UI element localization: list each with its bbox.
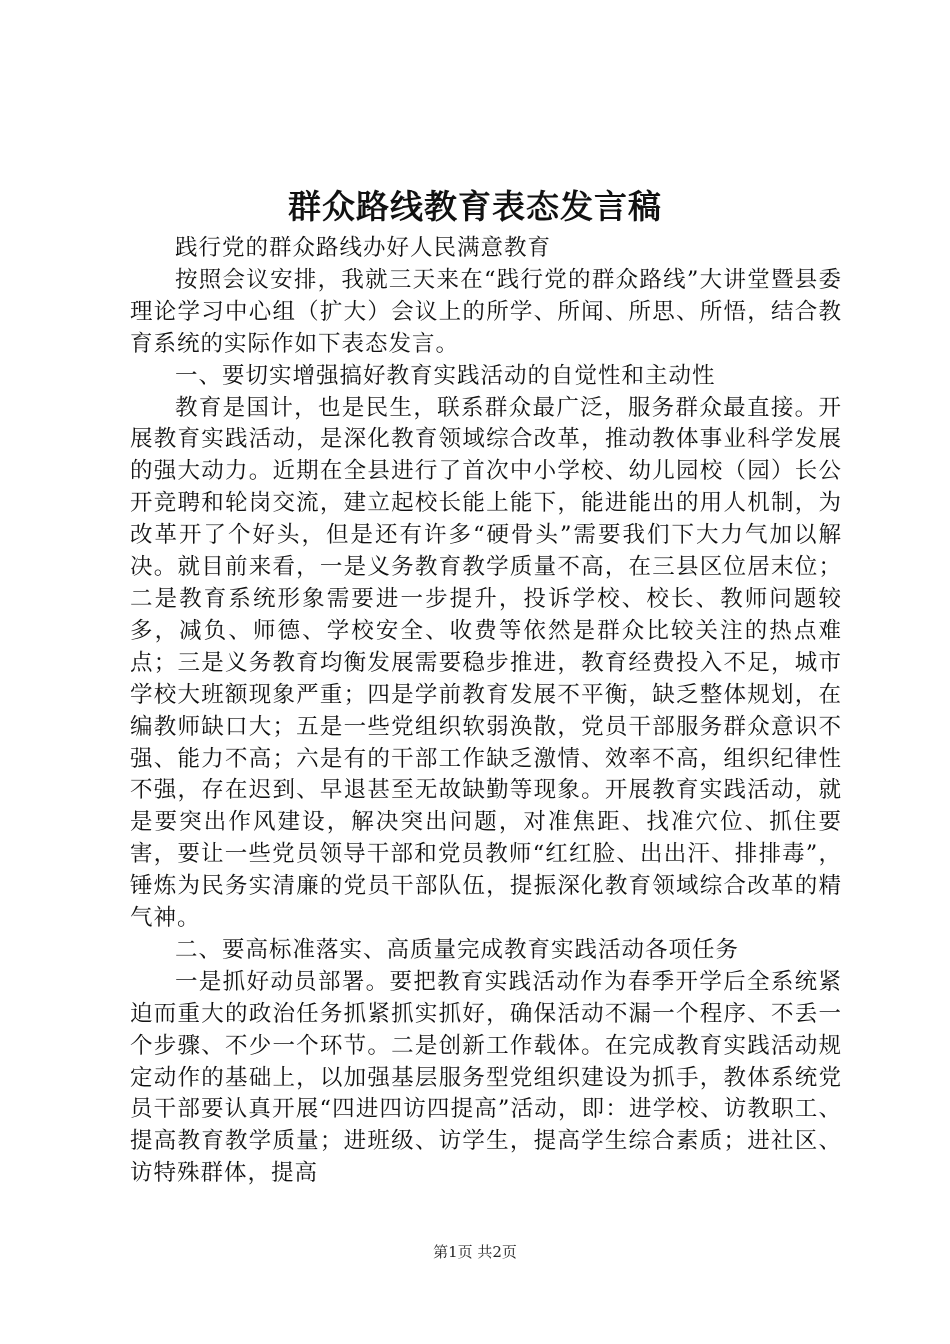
intro-paragraph: 按照会议安排，我就三天来在“践行党的群众路线”大讲堂暨县委理论学习中心组（扩大）会议上的所学、所闻、所思、所悟，结合教育系统的实际作如下表态发言。 (130, 266, 842, 357)
document-title: 群众路线教育表态发言稿 (288, 187, 662, 226)
body-paragraph: 教育是国计，也是民生，联系群众最广泛，服务群众最直接。开展教育实践活动，是深化教育领域综合改革，推动教体事业科学发展的强大动力。近期在全县进行了首次中小学校、幼儿园校（园）长公开竞聘和轮岗交流，建立起校长能上能下，能进能出的用人机制，为改革开了个好头，但是还有许多“硬骨头”需要我们下大力气加以解决。就目前来看，一是义务教育教学质量不高，在三县区位居末位；二是教育系统形象需要进一步提升，投诉学校、校长、教师问题较多，减负、师德、学校安全、收费等依然是群众比较关注的热点难点；三是义务教育均衡发展需要稳步推进，教育经费投入不足，城市学校大班额现象严重；四是学前教育发展不平衡，缺乏整体规划，在编教师缺口大；五是一些党组织软弱涣散，党员干部服务群众意识不强、能力不高；六是有的干部工作缺乏激情、效率不高，组织纪律性不强，存在迟到、早退甚至无故缺勤等现象。开展教育实践活动，就是要突出作风建设，解决突出问题，对准焦距、找准穴位、抓住要害，要让一些党员领导干部和党员教师“红红脸、出出汗、排排毒”，锤炼为民务实清廉的党员干部队伍，提振深化教育领域综合改革的精气神。 (130, 394, 842, 932)
body-paragraph: 一是抓好动员部署。要把教育实践活动作为春季开学后全系统紧迫而重大的政治任务抓紧抓实抓好，确保活动不漏一个程序、不丢一个步骤、不少一个环节。二是创新工作载体。在完成教育实践活动规定动作的基础上，以加强基层服务型党组织建设为抓手，教体系统党员干部要认真开展“四进四访四提高”活动，即：进学校、访教职工、提高教育教学质量；进班级、访学生，提高学生综合素质；进社区、访特殊群体，提高 (130, 968, 842, 1187)
page-number-footer: 第1页 共2页 (433, 1243, 517, 1261)
subtitle-paragraph: 践行党的群众路线办好人民满意教育 (175, 235, 552, 261)
document-body (130, 233, 842, 1190)
section-heading-2: 二、要高标准落实、高质量完成教育实践活动各项任务 (175, 936, 740, 963)
section-heading-1: 一、要切实增强搞好教育实践活动的自觉性和主动性 (175, 362, 716, 389)
